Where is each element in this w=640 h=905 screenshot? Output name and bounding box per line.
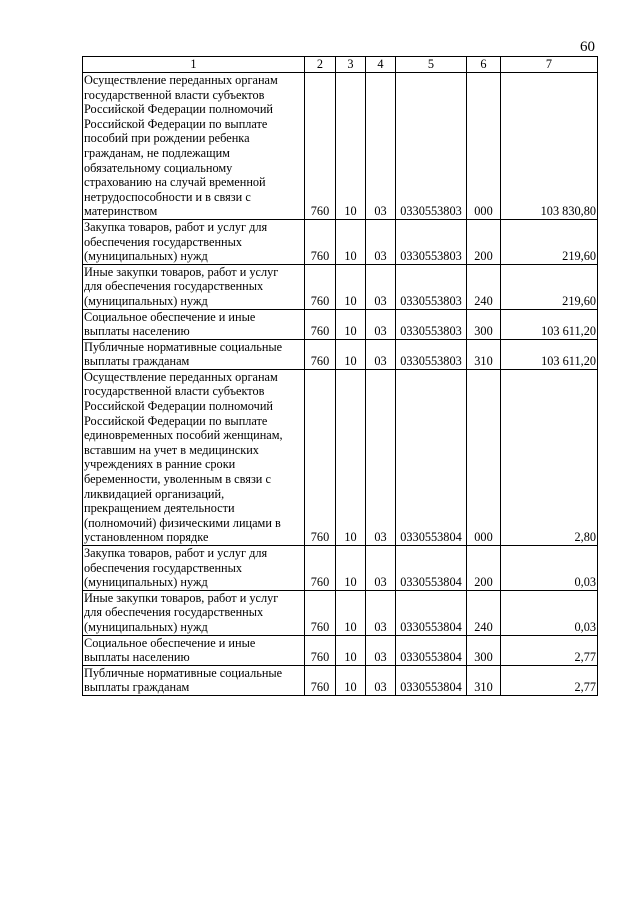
target-article-cell: 0330553803 xyxy=(396,339,467,369)
amount-cell: 2,80 xyxy=(501,369,598,545)
row-name-cell xyxy=(83,73,305,220)
section-code-cell: 10 xyxy=(336,219,366,264)
table-row xyxy=(83,309,598,339)
row-name-line: выплаты населению xyxy=(84,324,190,339)
column-header-3: 3 xyxy=(336,57,366,73)
target-article-cell: 0330553803 xyxy=(396,219,467,264)
section-code-cell: 10 xyxy=(336,309,366,339)
row-name-line: государственной власти субъектов xyxy=(84,87,265,102)
table-row xyxy=(83,665,598,695)
row-name-cell xyxy=(83,635,305,665)
row-name-line: выплаты гражданам xyxy=(84,680,190,695)
row-name-line: обеспечения государственных xyxy=(84,234,243,249)
row-name-line: выплаты гражданам xyxy=(84,354,190,369)
row-name-cell xyxy=(83,339,305,369)
row-name-cell xyxy=(83,590,305,635)
table-row xyxy=(83,546,598,591)
row-name-cell xyxy=(83,665,305,695)
table-row xyxy=(83,369,598,545)
target-article-cell: 0330553804 xyxy=(396,665,467,695)
amount-cell: 2,77 xyxy=(501,635,598,665)
row-name-line: (полномочий) физическими лицами в xyxy=(84,515,281,530)
ministry-code-cell: 760 xyxy=(305,73,336,220)
row-name-line: Закупка товаров, работ и услуг для xyxy=(84,546,268,560)
ministry-code-cell: 760 xyxy=(305,590,336,635)
ministry-code-cell: 760 xyxy=(305,369,336,545)
target-article-cell: 0330553804 xyxy=(396,635,467,665)
row-name-line: Российской Федерации полномочий xyxy=(84,102,273,117)
row-name-line: Российской Федерации по выплате xyxy=(84,413,268,428)
row-name-cell xyxy=(83,546,305,591)
target-article-cell: 0330553804 xyxy=(396,546,467,591)
section-code-cell: 10 xyxy=(336,590,366,635)
subsection-code-cell: 03 xyxy=(366,264,396,309)
row-name-line: единовременных пособий женщинам, xyxy=(84,428,283,443)
expense-type-cell: 200 xyxy=(467,546,501,591)
section-code-cell: 10 xyxy=(336,665,366,695)
row-name-line: ликвидацией организаций, xyxy=(84,486,225,501)
section-code-cell: 10 xyxy=(336,369,366,545)
row-name-cell xyxy=(83,219,305,264)
subsection-code-cell: 03 xyxy=(366,73,396,220)
table-header-row xyxy=(83,57,598,73)
page-number: 60 xyxy=(580,39,595,55)
table-row xyxy=(83,219,598,264)
row-name-line: страхованию на случай временной xyxy=(84,175,266,190)
table-row xyxy=(83,73,598,220)
subsection-code-cell: 03 xyxy=(366,219,396,264)
amount-cell: 219,60 xyxy=(501,264,598,309)
subsection-code-cell: 03 xyxy=(366,590,396,635)
row-name-line: выплаты населению xyxy=(84,650,190,665)
expense-type-cell: 000 xyxy=(467,73,501,220)
table-row xyxy=(83,339,598,369)
row-name-line: (муниципальных) нужд xyxy=(84,575,208,590)
row-name-line: для обеспечения государственных xyxy=(84,279,264,294)
expense-type-cell: 000 xyxy=(467,369,501,545)
expense-type-cell: 240 xyxy=(467,590,501,635)
budget-table xyxy=(82,56,598,696)
row-name-line: гражданам, не подлежащим xyxy=(84,145,230,160)
row-name-line: обязательному социальному xyxy=(84,160,233,175)
section-code-cell: 10 xyxy=(336,73,366,220)
amount-cell: 103 611,20 xyxy=(501,309,598,339)
row-name-line: установленном порядке xyxy=(84,530,209,545)
target-article-cell: 0330553803 xyxy=(396,264,467,309)
row-name-line: Российской Федерации полномочий xyxy=(84,399,273,414)
subsection-code-cell: 03 xyxy=(366,309,396,339)
row-name-line: учреждениях в ранние сроки xyxy=(84,457,236,472)
row-name-line: пособий при рождении ребенка xyxy=(84,131,250,146)
section-code-cell: 10 xyxy=(336,546,366,591)
expense-type-cell: 310 xyxy=(467,665,501,695)
subsection-code-cell: 03 xyxy=(366,339,396,369)
row-name-line: Публичные нормативные социальные xyxy=(84,339,283,354)
subsection-code-cell: 03 xyxy=(366,546,396,591)
ministry-code-cell: 760 xyxy=(305,264,336,309)
row-name-line: Осуществление переданных органам xyxy=(84,369,278,384)
column-header-6: 6 xyxy=(467,57,501,73)
amount-cell: 2,77 xyxy=(501,665,598,695)
column-header-1: 1 xyxy=(83,57,305,73)
row-name-line: Иные закупки товаров, работ и услуг xyxy=(84,590,279,605)
row-name-line: (муниципальных) нужд xyxy=(84,293,208,308)
amount-cell: 219,60 xyxy=(501,219,598,264)
row-name-line: Социальное обеспечение и иные xyxy=(84,309,256,324)
ministry-code-cell: 760 xyxy=(305,309,336,339)
expense-type-cell: 200 xyxy=(467,219,501,264)
ministry-code-cell: 760 xyxy=(305,219,336,264)
target-article-cell: 0330553803 xyxy=(396,309,467,339)
section-code-cell: 10 xyxy=(336,635,366,665)
row-name-line: Осуществление переданных органам xyxy=(84,73,278,87)
section-code-cell: 10 xyxy=(336,264,366,309)
target-article-cell: 0330553804 xyxy=(396,369,467,545)
expense-type-cell: 240 xyxy=(467,264,501,309)
ministry-code-cell: 760 xyxy=(305,546,336,591)
row-name-line: Публичные нормативные социальные xyxy=(84,665,283,680)
expense-type-cell: 300 xyxy=(467,635,501,665)
table-row xyxy=(83,635,598,665)
table-row xyxy=(83,264,598,309)
column-header-2: 2 xyxy=(305,57,336,73)
row-name-cell xyxy=(83,309,305,339)
amount-cell: 103 611,20 xyxy=(501,339,598,369)
ministry-code-cell: 760 xyxy=(305,339,336,369)
column-header-5: 5 xyxy=(396,57,467,73)
row-name-line: (муниципальных) нужд xyxy=(84,249,208,264)
row-name-line: Российской Федерации по выплате xyxy=(84,116,268,131)
expense-type-cell: 310 xyxy=(467,339,501,369)
subsection-code-cell: 03 xyxy=(366,635,396,665)
ministry-code-cell: 760 xyxy=(305,635,336,665)
row-name-line: для обеспечения государственных xyxy=(84,605,264,620)
target-article-cell: 0330553803 xyxy=(396,73,467,220)
expense-type-cell: 300 xyxy=(467,309,501,339)
target-article-cell: 0330553804 xyxy=(396,590,467,635)
table-row xyxy=(83,590,598,635)
row-name-line: (муниципальных) нужд xyxy=(84,619,208,634)
amount-cell: 0,03 xyxy=(501,546,598,591)
ministry-code-cell: 760 xyxy=(305,665,336,695)
row-name-line: Иные закупки товаров, работ и услуг xyxy=(84,264,279,279)
column-header-4: 4 xyxy=(366,57,396,73)
subsection-code-cell: 03 xyxy=(366,665,396,695)
row-name-line: вставшим на учет в медицинских xyxy=(84,442,259,457)
row-name-cell xyxy=(83,264,305,309)
row-name-line: Социальное обеспечение и иные xyxy=(84,635,256,650)
column-header-7: 7 xyxy=(501,57,598,73)
amount-cell: 103 830,80 xyxy=(501,73,598,220)
row-name-cell xyxy=(83,369,305,545)
subsection-code-cell: 03 xyxy=(366,369,396,545)
section-code-cell: 10 xyxy=(336,339,366,369)
row-name-line: материнством xyxy=(84,204,158,219)
row-name-line: обеспечения государственных xyxy=(84,560,243,575)
row-name-line: нетрудоспособности и в связи с xyxy=(84,189,251,204)
row-name-line: государственной власти субъектов xyxy=(84,384,265,399)
table-body xyxy=(83,73,598,696)
row-name-line: прекращением деятельности xyxy=(84,501,235,516)
row-name-line: Закупка товаров, работ и услуг для xyxy=(84,219,268,234)
amount-cell: 0,03 xyxy=(501,590,598,635)
row-name-line: беременности, уволенным в связи с xyxy=(84,472,271,487)
